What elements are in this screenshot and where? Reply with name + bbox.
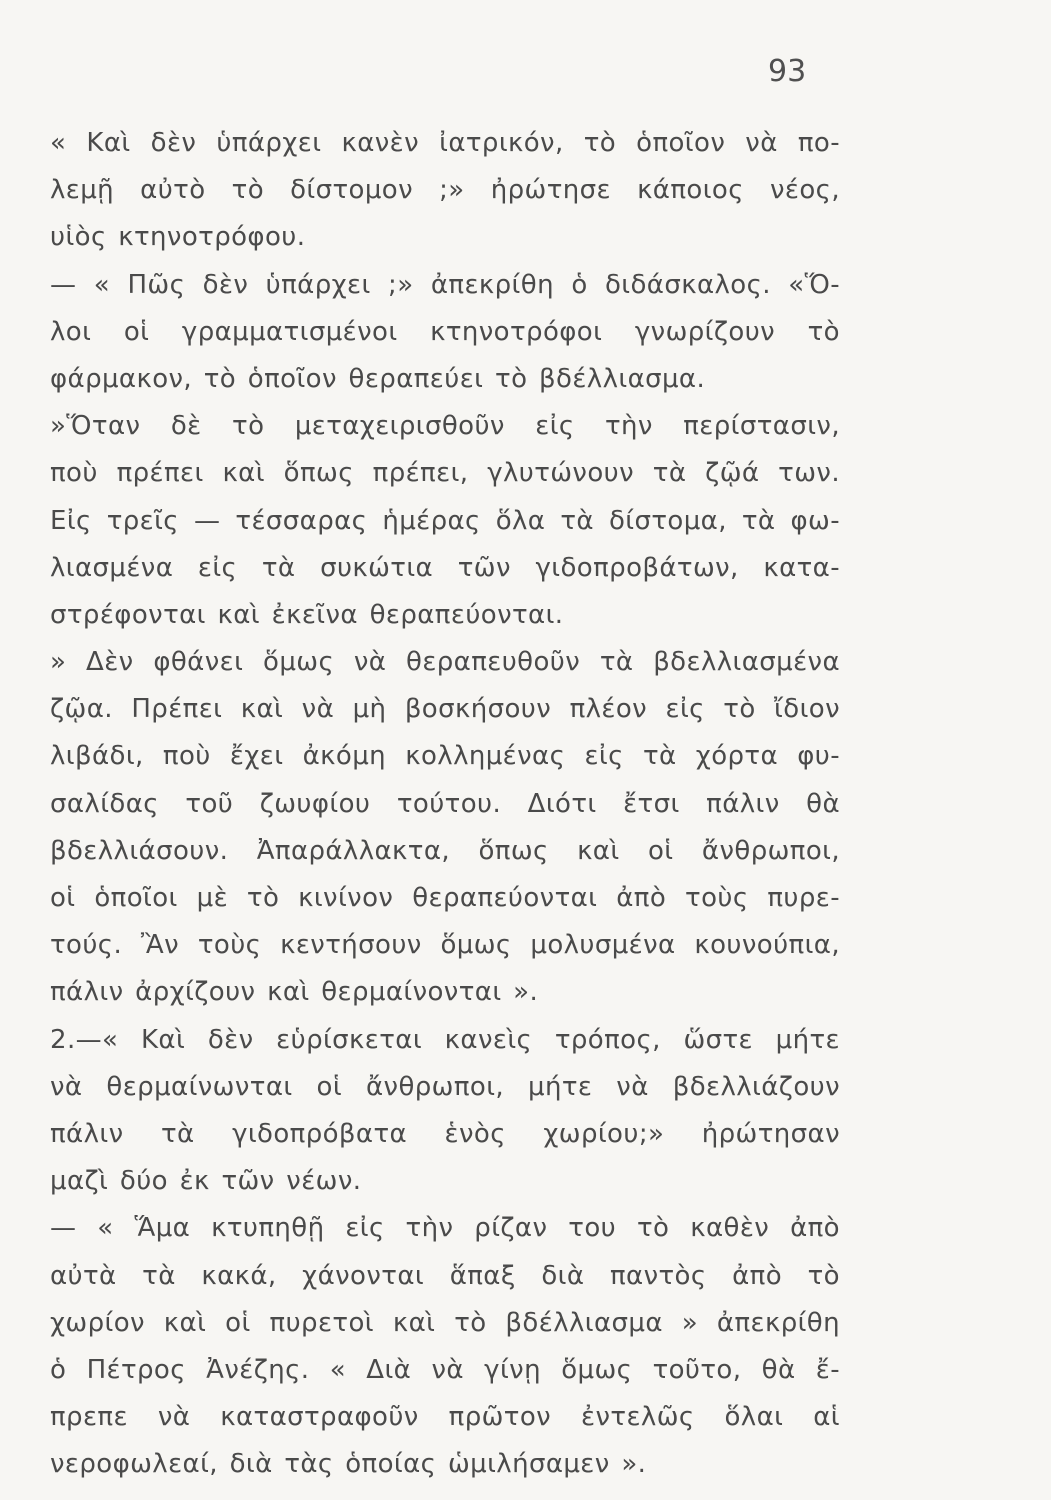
text-line: τούς. Ἂν τοὺς κεντήσουν ὅμως μολυσμένα κουνούπια, <box>50 930 840 961</box>
text-line: — « Ἅμα κτυπηθῇ εἰς τὴν ρίζαν του τὸ καθὲν ἀπὸ <box>50 1213 840 1244</box>
page-number: 93 <box>768 54 807 89</box>
text-line: λιβάδι, ποὺ ἔχει ἀκόμη κολλημένας εἰς τὰ χόρτα φυ- <box>50 741 840 772</box>
text-line: υἱὸς κτηνοτρόφου. <box>50 222 306 253</box>
text-line: ποὺ πρέπει καὶ ὅπως πρέπει, γλυτώνουν τὰ ζῷά των. <box>50 458 840 489</box>
text-line: πάλιν ἀρχίζουν καὶ θερμαίνονται ». <box>50 977 539 1008</box>
text-line: πάλιν τὰ γιδοπρόβατα ἑνὸς χωρίου;» ἠρώτησαν <box>50 1118 840 1149</box>
text-line: στρέφονται καὶ ἐκεῖνα θεραπεύονται. <box>50 599 564 630</box>
text-line: φάρμακον, τὸ ὁποῖον θεραπεύει τὸ βδέλλιασμα. <box>50 363 706 394</box>
text-line: ζῷα. Πρέπει καὶ νὰ μὴ βοσκήσουν πλέον εἰς τὸ ἴδιον <box>50 694 840 725</box>
body-text <box>50 120 840 1488</box>
text-line: »Ὅταν δὲ τὸ μεταχειρισθοῦν εἰς τὴν περίστασιν, <box>50 411 840 442</box>
text-line: 2.—« Καὶ δὲν εὑρίσκεται κανεὶς τρόπος, ὥστε μήτε <box>50 1024 840 1055</box>
text-line: λιασμένα εἰς τὰ συκώτια τῶν γιδοπροβάτων, κατα- <box>50 552 840 583</box>
text-line: λεμῇ αὐτὸ τὸ δίστομον ;» ἠρώτησε κάποιος νέος, <box>50 175 840 206</box>
text-line: νὰ θερμαίνωνται οἱ ἄνθρωποι, μήτε νὰ βδελλιάζουν <box>50 1071 840 1102</box>
text-line: σαλίδας τοῦ ζωυφίου τούτου. Διότι ἔτσι πάλιν θὰ <box>50 788 840 819</box>
text-line: Εἰς τρεῖς — τέσσαρας ἡμέρας ὅλα τὰ δίστομα, τὰ φω- <box>50 505 840 536</box>
text-line: χωρίον καὶ οἱ πυρετοὶ καὶ τὸ βδέλλιασμα » ἀπεκρίθη <box>50 1307 840 1338</box>
text-line: οἱ ὁποῖοι μὲ τὸ κινίνον θεραπεύονται ἀπὸ τοὺς πυρε- <box>50 883 840 913</box>
text-line: ὁ Πέτρος Ἀνέζης. « Διὰ νὰ γίνῃ ὅμως τοῦτο, θὰ ἔ- <box>50 1354 840 1385</box>
text-line: αὐτὰ τὰ κακά, χάνονται ἅπαξ διὰ παντὸς ἀπὸ τὸ <box>50 1260 840 1291</box>
text-line: νεροφωλεαί, διὰ τὰς ὁποίας ὡμιλήσαμεν ». <box>50 1449 647 1480</box>
text-line: « Καὶ δὲν ὑπάρχει κανὲν ἰατρικόν, τὸ ὁποῖον νὰ πο- <box>50 128 840 158</box>
text-line: βδελλιάσουν. Ἀπαράλλακτα, ὅπως καὶ οἱ ἄνθρωποι, <box>50 835 840 866</box>
text-line: πρεπε νὰ καταστραφοῦν πρῶτον ἐντελῶς ὅλαι αἱ <box>50 1402 840 1433</box>
text-line: » Δὲν φθάνει ὅμως νὰ θεραπευθοῦν τὰ βδελλιασμένα <box>50 647 840 678</box>
text-line: — « Πῶς δὲν ὑπάρχει ;» ἀπεκρίθη ὁ διδάσκαλος. «Ὅ- <box>50 269 840 300</box>
text-line: λοι οἱ γραμματισμένοι κτηνοτρόφοι γνωρίζουν τὸ <box>50 316 840 347</box>
text-line: μαζὶ δύο ἐκ τῶν νέων. <box>50 1166 362 1197</box>
